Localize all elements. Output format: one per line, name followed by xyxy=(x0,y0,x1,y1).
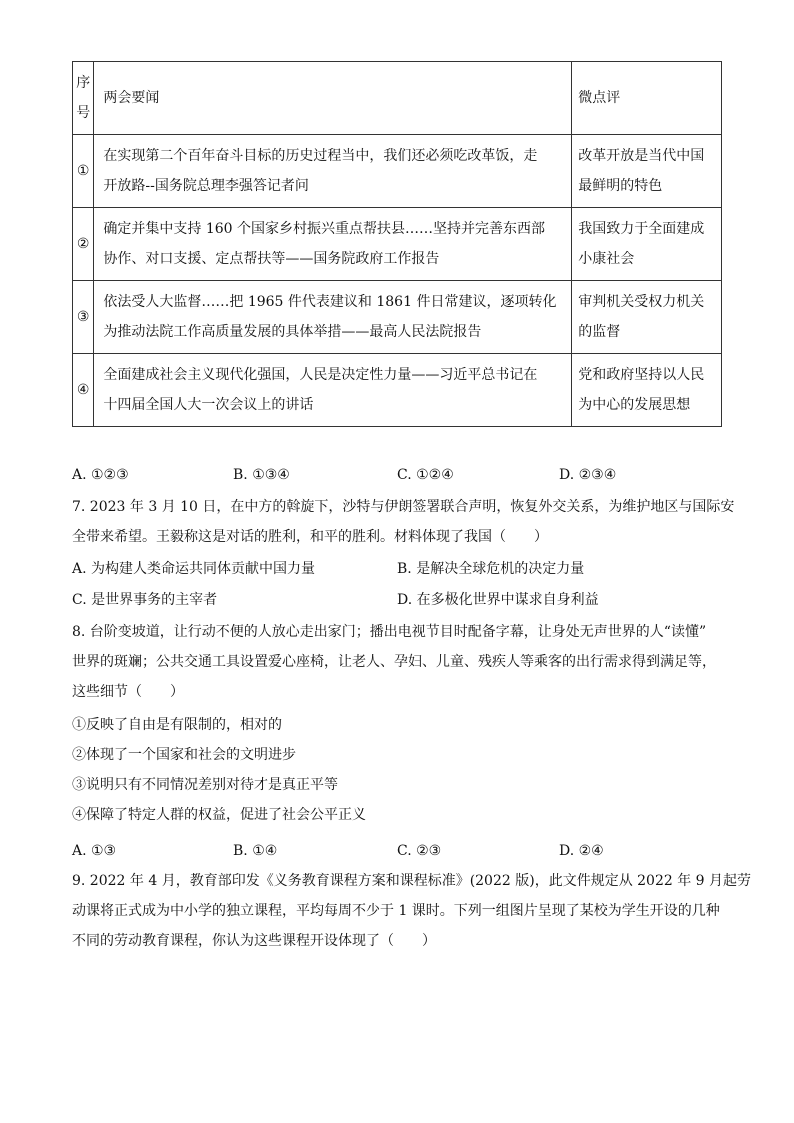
news-line: 开放路--国务院总理李强答记者问 xyxy=(103,178,309,194)
row-news xyxy=(94,281,572,354)
q7-stem-line: 全带来希望。王毅称这是对话的胜利，和平的胜利。材料体现了我国（ ） xyxy=(72,529,548,545)
q7-option-b[interactable]: B. 是解决全球危机的决定力量 xyxy=(397,561,585,577)
row-note xyxy=(572,354,722,427)
q8-option-d[interactable]: D. ②④ xyxy=(559,843,604,859)
q7-options-row1 xyxy=(72,554,727,584)
q8-statements xyxy=(72,710,727,830)
note-line: 党和政府坚持以人民 xyxy=(578,367,705,383)
q6-options xyxy=(72,460,727,490)
news-line: 协作、对口支援、定点帮扶等——国务院政府工作报告 xyxy=(103,251,440,267)
q7-option-d[interactable]: D. 在多极化世界中谋求自身利益 xyxy=(397,592,599,608)
news-line: 十四届全国人大一次会议上的讲话 xyxy=(103,397,314,413)
q6-option-b[interactable]: B. ①③④ xyxy=(233,467,290,483)
header-no: 序号 xyxy=(76,75,91,121)
q9-stem-line: 动课将正式成为中小学的独立课程，平均每周不少于 1 课时。下列一组图片呈现了某校为学生开设的几种 xyxy=(72,903,720,919)
note-line: 小康社会 xyxy=(578,251,635,267)
q8-statement: ④保障了特定人群的权益，促进了社会公平正义 xyxy=(72,807,366,823)
note-line: 的监督 xyxy=(578,324,621,340)
q8-options xyxy=(72,836,727,866)
q8-statement: ③说明只有不同情况差别对待才是真正平等 xyxy=(72,777,338,793)
row-note xyxy=(572,208,722,281)
q8-option-b[interactable]: B. ①④ xyxy=(233,843,278,859)
q6-option-a[interactable]: A. ①②③ xyxy=(72,467,129,483)
row-news xyxy=(94,208,572,281)
q8-stem-line: 世界的斑斓；公共交通工具设置爱心座椅，让老人、孕妇、儿童、残疾人等乘客的出行需求得到满足等， xyxy=(72,654,716,670)
note-line: 审判机关受权力机关 xyxy=(578,294,705,310)
q9-stem-line: 不同的劳动教育课程，你认为这些课程开设体现了（ ） xyxy=(72,933,436,949)
header-note: 微点评 xyxy=(572,62,722,135)
news-line: 确定并集中支持 160 个国家乡村振兴重点帮扶县……坚持并完善东西部 xyxy=(103,221,546,237)
q7-option-c[interactable]: C. 是世界事务的主宰者 xyxy=(72,592,218,608)
q7-options-row2 xyxy=(72,585,727,615)
table-row xyxy=(73,354,722,427)
q8-option-c[interactable]: C. ②③ xyxy=(397,843,442,859)
q8-stem-line: 这些细节（ ） xyxy=(72,684,184,700)
note-line: 我国致力于全面建成 xyxy=(578,221,705,237)
q8-option-a[interactable]: A. ①③ xyxy=(72,843,117,859)
q7-stem xyxy=(72,492,735,552)
q8-statement: ①反映了自由是有限制的，相对的 xyxy=(72,717,282,733)
q9-stem xyxy=(72,866,752,956)
q6-option-d[interactable]: D. ②③④ xyxy=(559,467,617,483)
row-number: ③ xyxy=(73,281,94,354)
header-no-cell xyxy=(73,62,94,135)
q7-stem-line: 7. 2023 年 3 月 10 日，在中方的斡旋下，沙特与伊朗签署联合声明，恢复外交关系，为维护地区与国际安 xyxy=(72,499,735,515)
table-row xyxy=(73,281,722,354)
row-news xyxy=(94,354,572,427)
table-row xyxy=(73,208,722,281)
row-note xyxy=(572,281,722,354)
row-number: ① xyxy=(73,135,94,208)
q8-statement: ②体现了一个国家和社会的文明进步 xyxy=(72,747,296,763)
news-line: 全面建成社会主义现代化强国，人民是决定性力量——习近平总书记在 xyxy=(103,367,538,383)
table-row xyxy=(73,135,722,208)
q6-option-c[interactable]: C. ①②④ xyxy=(397,467,454,483)
row-news xyxy=(94,135,572,208)
q7-option-a[interactable]: A. 为构建人类命运共同体贡献中国力量 xyxy=(72,561,316,577)
note-line: 为中心的发展思想 xyxy=(578,397,691,413)
header-news: 两会要闻 xyxy=(94,62,572,135)
news-table xyxy=(72,61,722,427)
q8-stem-line: 8. 台阶变坡道，让行动不便的人放心走出家门；播出电视节目时配备字幕，让身处无声世界的人“读懂” xyxy=(72,624,707,640)
news-line: 为推动法院工作高质量发展的具体举措——最高人民法院报告 xyxy=(103,324,482,340)
row-number: ④ xyxy=(73,354,94,427)
row-number: ② xyxy=(73,208,94,281)
news-line: 依法受人大监督……把 1965 件代表建议和 1861 件日常建议，逐项转化 xyxy=(103,294,557,310)
q8-stem xyxy=(72,617,727,707)
note-line: 改革开放是当代中国 xyxy=(578,148,705,164)
news-line: 在实现第二个百年奋斗目标的历史过程当中，我们还必须吃改革饭，走 xyxy=(103,148,538,164)
table-header-row xyxy=(73,62,722,135)
q9-stem-line: 9. 2022 年 4 月，教育部印发《义务教育课程方案和课程标准》(2022 版)，此文件规定从 2022 年 9 月起劳 xyxy=(72,873,752,889)
note-line: 最鲜明的特色 xyxy=(578,178,663,194)
row-note xyxy=(572,135,722,208)
